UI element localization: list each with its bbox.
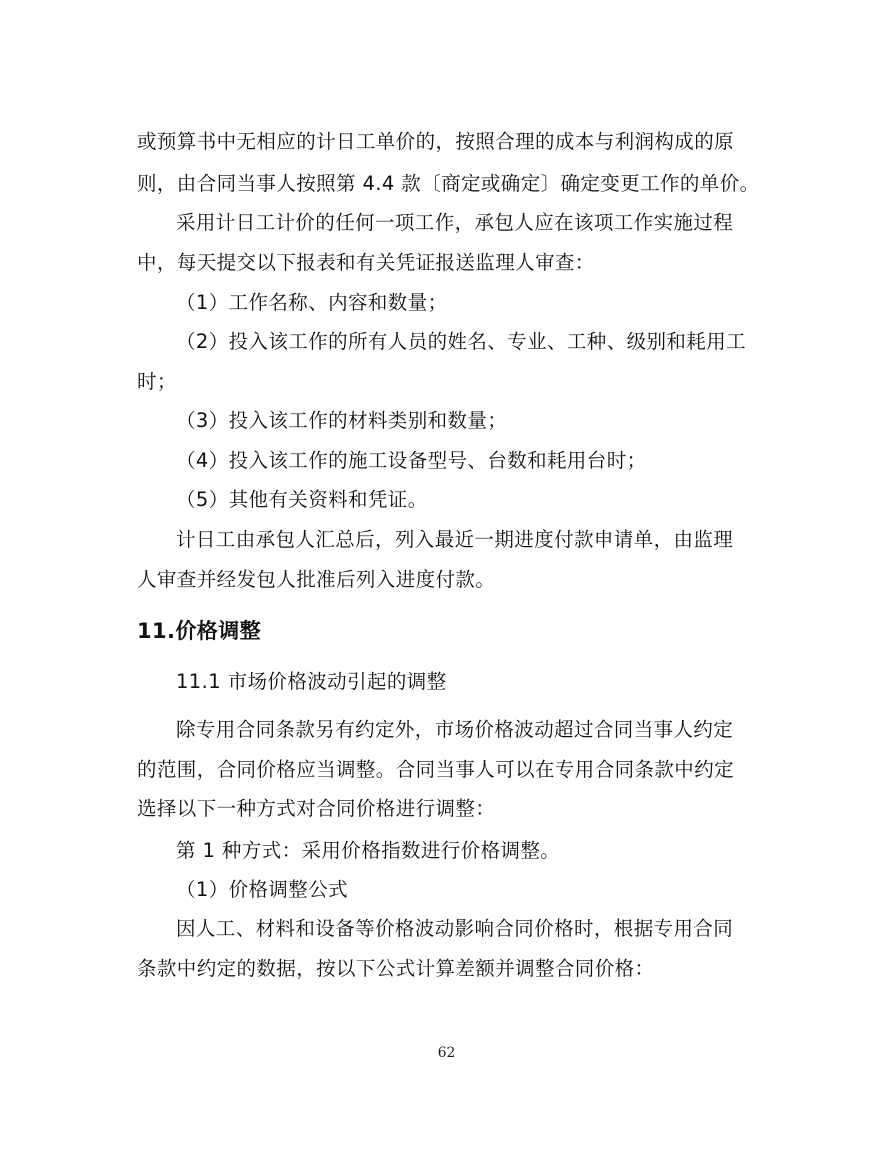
paragraph-line: 条款中约定的数据，按以下公式计算差额并调整合同价格： xyxy=(137,957,655,980)
list-item: （2）投入该工作的所有人员的姓名、专业、工种、级别和耗用工 xyxy=(176,330,747,353)
page-number: 62 xyxy=(437,1045,456,1061)
list-item: （3）投入该工作的材料类别和数量； xyxy=(176,409,508,432)
paragraph-line: 中，每天提交以下报表和有关凭证报送监理人审查： xyxy=(137,251,595,274)
list-item-continuation: 时； xyxy=(137,370,177,393)
list-item: （5）其他有关资料和凭证。 xyxy=(176,488,428,511)
paragraph-line: 人审查并经发包人批准后列入进度付款。 xyxy=(137,568,496,591)
list-item: （4）投入该工作的施工设备型号、台数和耗用台时； xyxy=(176,449,647,472)
paragraph-line: 的范围，合同价格应当调整。合同当事人可以在专用合同条款中约定 xyxy=(137,758,735,781)
paragraph-line: 除专用合同条款另有约定外，市场价格波动超过合同当事人约定 xyxy=(176,718,734,741)
paragraph-line: 因人工、材料和设备等价格波动影响合同价格时，根据专用合同 xyxy=(176,917,734,940)
section-heading: 11.价格调整 xyxy=(137,619,262,643)
list-item: （1）工作名称、内容和数量； xyxy=(176,291,448,314)
paragraph-line: 采用计日工计价的任何一项工作，承包人应在该项工作实施过程 xyxy=(176,211,734,234)
paragraph-line: 则，由合同当事人按照第 4.4 款〔商定或确定〕确定变更工作的单价。 xyxy=(137,172,760,195)
paragraph-line: 计日工由承包人汇总后，列入最近一期进度付款申请单，由监理 xyxy=(176,528,734,551)
paragraph-line: 或预算书中无相应的计日工单价的，按照合理的成本与利润构成的原 xyxy=(137,130,735,153)
list-item: （1）价格调整公式 xyxy=(176,878,349,901)
paragraph-line: 选择以下一种方式对合同价格进行调整： xyxy=(137,797,496,820)
subsection-heading: 11.1 市场价格波动引起的调整 xyxy=(176,670,447,693)
paragraph-line: 第 1 种方式：采用价格指数进行价格调整。 xyxy=(176,839,561,862)
